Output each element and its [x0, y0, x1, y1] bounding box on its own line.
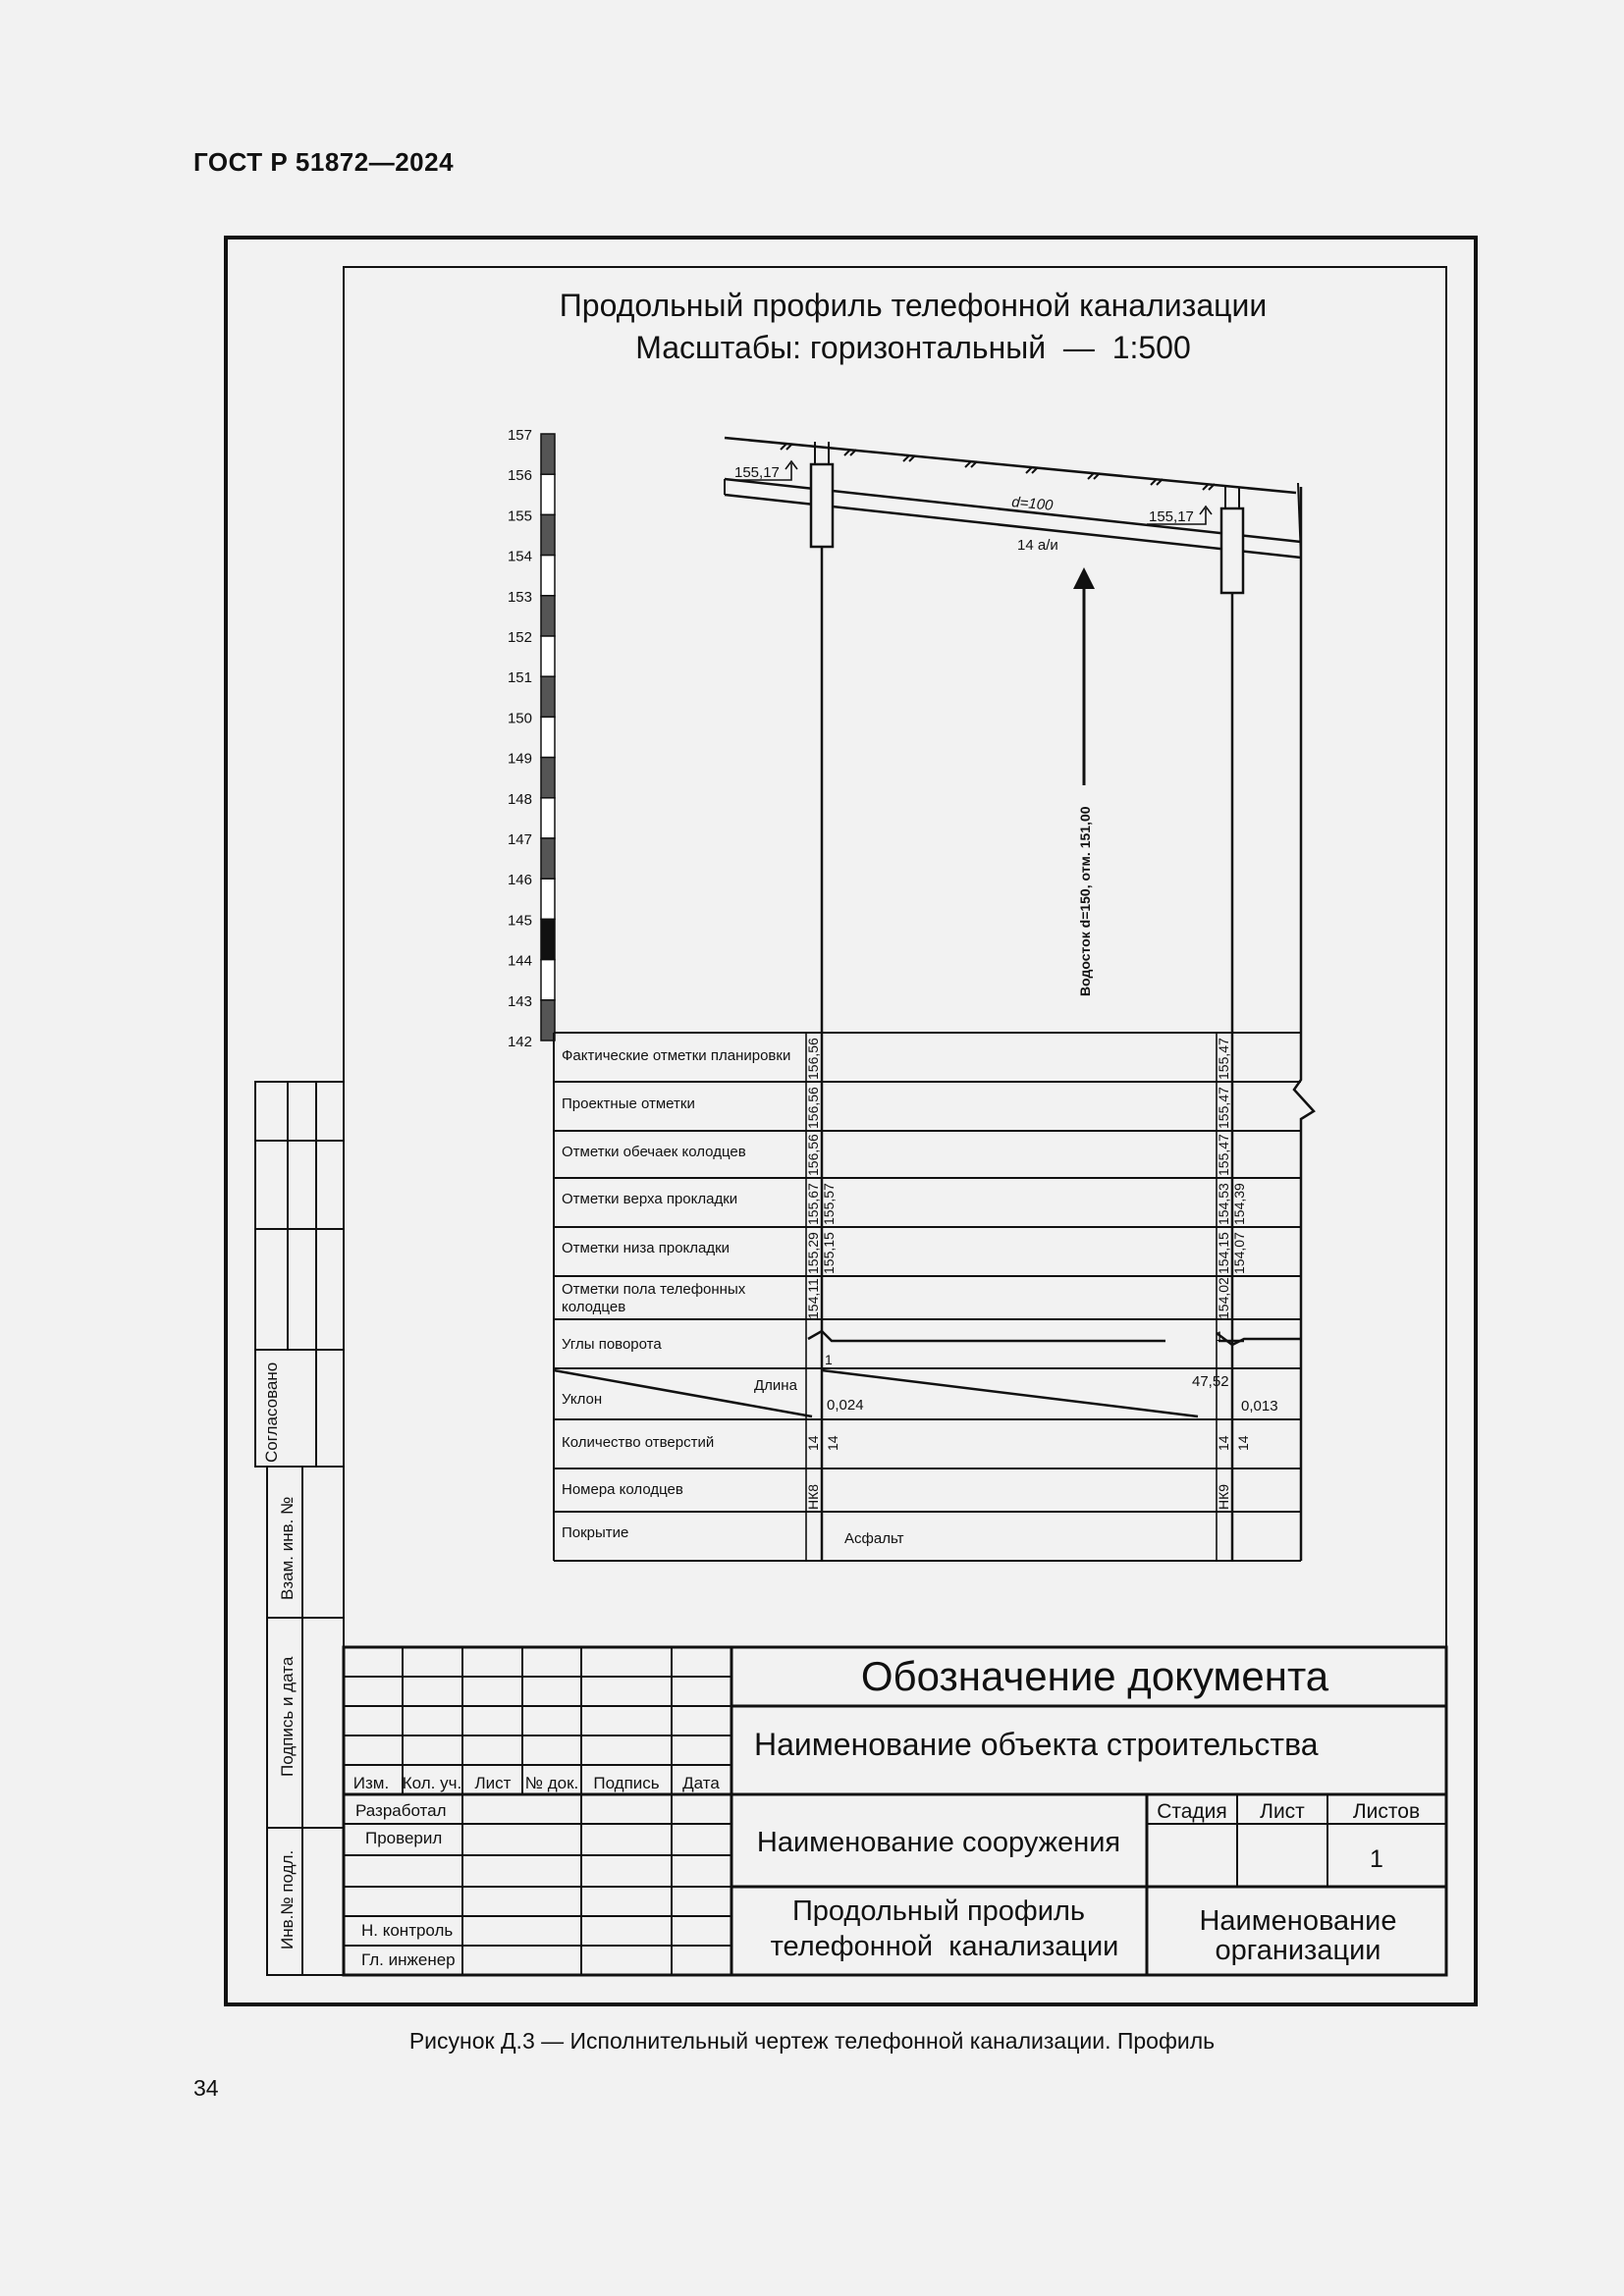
side-stamp	[255, 1082, 344, 1975]
nk8-planning: 156,56	[805, 1038, 821, 1080]
stamp-replaced-inv: Взам. инв. №	[278, 1496, 297, 1600]
row-label: Углы поворота	[562, 1336, 662, 1353]
scale-tick-label: 156	[507, 467, 532, 485]
scale-tick-label: 144	[507, 952, 532, 970]
scale-tick-label: 153	[507, 588, 532, 606]
drawing-name-line2: телефонной канализации	[770, 1931, 1119, 1962]
title-block-columns	[353, 1774, 721, 1792]
scale-tick-label: 146	[507, 872, 532, 889]
stamp-orig-inv: Инв.№ подл.	[278, 1849, 297, 1949]
scale-segment	[541, 556, 555, 596]
surface-value: Асфальт	[844, 1530, 904, 1547]
stamp-sign-date: Подпись и дата	[278, 1656, 297, 1777]
row-label: Отметки верха прокладки	[562, 1191, 738, 1207]
nk8-bottom-b: 155,15	[821, 1232, 837, 1274]
column-header: Лист	[474, 1774, 512, 1792]
well-nk8-body	[811, 464, 833, 547]
scale-tick-label: 149	[507, 750, 532, 768]
doc-designation: Обозначение документа	[860, 1653, 1329, 1699]
scale-tick-label: 155	[507, 507, 532, 525]
row-label: Уклон	[562, 1391, 603, 1408]
role-label: Проверил	[365, 1829, 443, 1847]
nk9-bottom-b: 154,07	[1231, 1232, 1247, 1274]
elevation-scale	[508, 427, 555, 1050]
slope-left-value: 0,024	[827, 1397, 864, 1414]
scale-segment	[541, 434, 555, 474]
org-line1: Наименование	[1199, 1905, 1397, 1937]
scale-segment	[541, 596, 555, 636]
angle-left-value: 1	[825, 1352, 833, 1367]
page-number: 34	[193, 2075, 219, 2101]
nk9-top-a: 154,53	[1216, 1183, 1231, 1225]
nk9-bottom-a: 154,15	[1216, 1232, 1231, 1274]
nk8-floor: 154,11	[805, 1278, 821, 1319]
nk9-number: НК9	[1216, 1483, 1231, 1510]
row-label: Количество отверстий	[562, 1434, 715, 1451]
nk9-count-b: 14	[1235, 1435, 1251, 1451]
nk8-count-b: 14	[825, 1435, 840, 1451]
row-label-floor-2: колодцев	[562, 1299, 626, 1315]
stamp-agreed: Согласовано	[262, 1362, 281, 1463]
nk8-top-b: 155,57	[821, 1183, 837, 1225]
drain-label: Водосток d=150, отм. 151,00	[1077, 806, 1093, 996]
scale-segment	[541, 758, 555, 798]
scale-segment	[541, 960, 555, 1000]
scale-tick-label: 152	[507, 629, 532, 646]
angle-right-value: 1	[1216, 1328, 1223, 1344]
scale-tick-label: 157	[507, 427, 532, 444]
row-label: Проектные отметки	[562, 1095, 695, 1112]
stage-label: Стадия	[1157, 1800, 1227, 1823]
column-header: Кол. уч.	[402, 1774, 462, 1792]
scale-segment	[541, 474, 555, 514]
object-name: Наименование объекта строительства	[754, 1727, 1319, 1762]
length-value: 47,52	[1192, 1373, 1229, 1390]
scale-tick-label: 150	[507, 710, 532, 727]
scale-segment	[541, 514, 555, 555]
column-header: Дата	[682, 1774, 720, 1792]
slope-right-value: 0,013	[1241, 1398, 1278, 1415]
row-label: Отметки обечаек колодцев	[562, 1144, 746, 1160]
column-header: Изм.	[352, 1774, 390, 1792]
role-label: Н. контроль	[361, 1921, 454, 1940]
title-block-roles	[355, 1801, 456, 1969]
scale-tick-label: 142	[507, 1034, 532, 1050]
row-label: Отметки низа прокладки	[562, 1240, 731, 1256]
role-label: Разработал	[355, 1801, 447, 1820]
scale-tick-label: 148	[507, 790, 532, 808]
profile-break-line	[1294, 487, 1314, 1561]
scale-tick-label: 151	[507, 669, 532, 687]
row-label: Фактические отметки планировки	[562, 1047, 791, 1064]
scale-tick-label: 143	[507, 992, 532, 1010]
drain-arrow-head	[1073, 567, 1095, 589]
scale-tick-label: 145	[507, 912, 532, 930]
profile-lines	[725, 438, 1314, 1561]
nk9-planning: 155,47	[1216, 1038, 1231, 1080]
row-label-floor-1: Отметки пола телефонных	[562, 1281, 746, 1298]
sheet-label: Лист	[1260, 1800, 1305, 1823]
profile-table	[554, 1033, 1301, 1561]
scale-segment	[541, 676, 555, 717]
nk9-design: 155,47	[1216, 1087, 1231, 1129]
scale-segment	[541, 798, 555, 838]
role-label: Гл. инженер	[361, 1950, 456, 1969]
scale-segment	[541, 717, 555, 757]
row-label: Покрытие	[562, 1524, 629, 1541]
nk8-count-a: 14	[805, 1435, 821, 1451]
scale-segment	[541, 636, 555, 676]
scale-segment	[541, 879, 555, 919]
scale-segment	[541, 838, 555, 879]
nk8-top-a: 155,67	[805, 1183, 821, 1225]
nk8-bottom-a: 155,29	[805, 1232, 821, 1274]
scale-segment	[541, 919, 555, 959]
structure-name: Наименование сооружения	[756, 1827, 1121, 1858]
mark-left-value: 155,17	[734, 464, 780, 481]
org-line2: организации	[1215, 1935, 1381, 1966]
nk8-number: НК8	[805, 1483, 821, 1510]
nk9-top-b: 154,39	[1231, 1183, 1247, 1225]
length-label: Длина	[754, 1377, 797, 1394]
row-label: Номера колодцев	[562, 1481, 683, 1498]
column-header: № док.	[524, 1774, 579, 1792]
document-header: ГОСТ Р 51872—2024	[193, 147, 455, 177]
column-header: Подпись	[593, 1774, 660, 1792]
pipe-count: 14 а/и	[1017, 537, 1058, 554]
sheets-label: Листов	[1352, 1800, 1421, 1823]
drawing-title: Продольный профиль телефонной канализации	[559, 288, 1268, 323]
scale-tick-label: 154	[507, 548, 532, 565]
drawing-name-line1: Продольный профиль	[791, 1896, 1086, 1927]
figure-caption: Рисунок Д.3 — Исполнительный чертеж телефонной канализации. Профиль	[408, 2028, 1216, 2054]
scale-tick-label: 147	[507, 831, 532, 848]
nk8-shell: 156,56	[805, 1134, 821, 1176]
sheets-value: 1	[1370, 1845, 1383, 1873]
well-nk9-body	[1221, 508, 1243, 593]
nk9-count-a: 14	[1216, 1435, 1231, 1451]
nk9-shell: 155,47	[1216, 1134, 1231, 1176]
scale-segment	[541, 1000, 555, 1041]
pipe-diameter: d=100	[1010, 494, 1055, 514]
nk8-design: 156,56	[805, 1087, 821, 1129]
nk9-floor: 154,02	[1216, 1277, 1231, 1319]
drawing-scale: Масштабы: горизонтальный — 1:500	[635, 330, 1191, 365]
mark-right-value: 155,17	[1149, 508, 1194, 525]
